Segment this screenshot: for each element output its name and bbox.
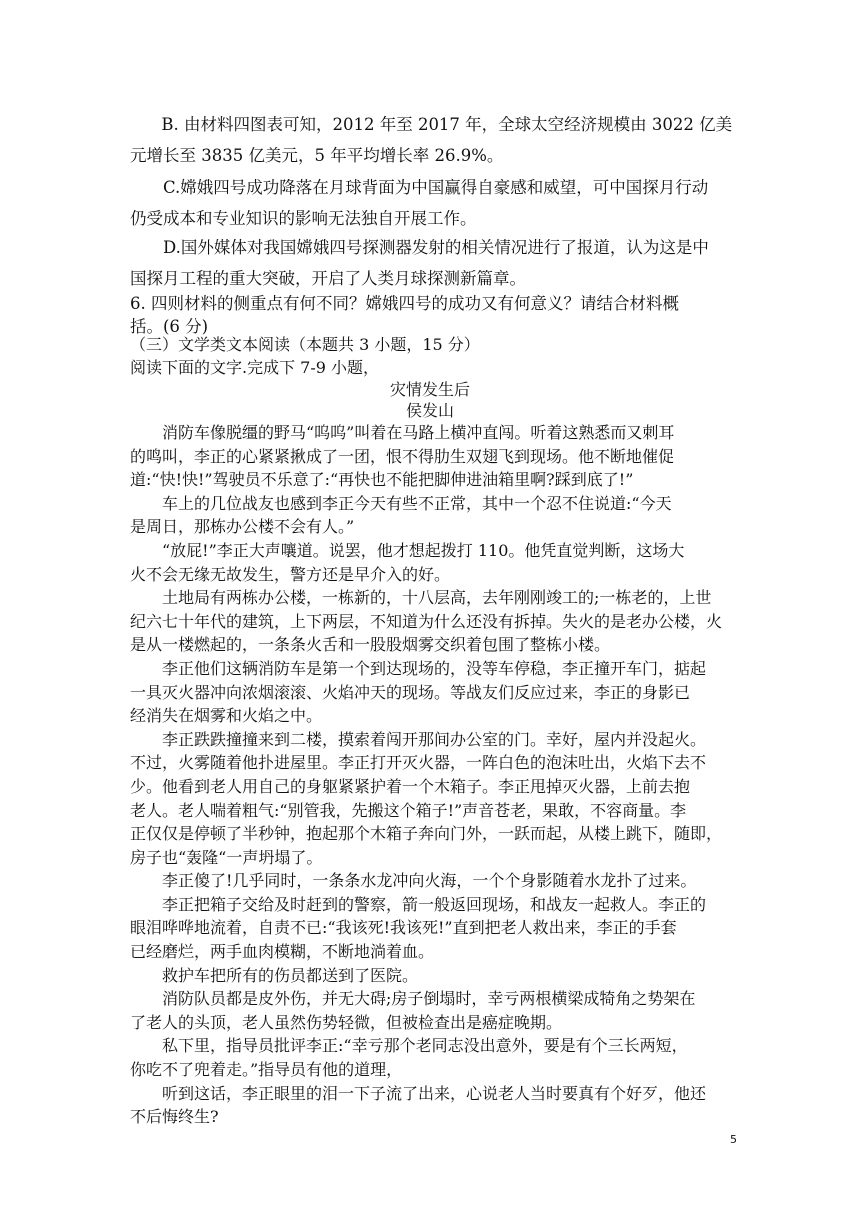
paragraph-line: 一具灭火器冲向浓烟滚滚、火焰冲天的现场。等战友们反应过来，李正的身影已 [130, 682, 691, 702]
paragraph-line: 的鸣叫，李正的心紧紧揪成了一团，恨不得肋生双翅飞到现场。他不断地催促 [130, 446, 675, 466]
paragraph-line: 车上的几位战友也感到李正今天有些不正常，其中一个忍不住说道:“今天 [162, 493, 672, 513]
paragraph-line: 道:“快!快!”驾驶员不乐意了:“再快也不能把脚伸进油箱里啊?踩到底了!” [130, 470, 634, 490]
question-6 [130, 292, 730, 338]
paragraph-line: 私下里，指导员批评李正:“幸亏那个老同志没出意外，要是有个三长两短， [162, 1036, 688, 1056]
paragraph [130, 987, 730, 1034]
option-c-line-1: C.嫦娥四号成功降落在月球背面为中国赢得自豪感和威望，可中国探月行动 [163, 178, 709, 197]
paragraph-line: 眼泪哗哗地流着，自责不已:“我该死!我该死!”直到把老人救出来，李正的手套 [130, 918, 677, 938]
paragraph-line: 土地局有两栋办公楼，一栋新的，十八层高，去年刚刚竣工的;一栋老的，上世 [162, 588, 712, 608]
paragraph-line: 纪六七十年代的建筑，上下两层，不知道为什么还没有拆掉。失火的是老办公楼，火 [130, 611, 723, 631]
paragraph-line: 已经磨烂，两手血肉模糊，不断地淌着血。 [130, 942, 435, 962]
story-author: 侯发山 [405, 401, 454, 420]
option-c-line-2: 仍受成本和专业知识的影响无法独自开展工作。 [130, 209, 477, 228]
paragraph [130, 586, 730, 657]
paragraph-line: 李正傻了!几乎同时，一条条水龙冲向火海，一个个身影随着水龙扑了过来。 [162, 871, 697, 891]
question-6-line-1: 6. 四则材料的侧重点有何不同？嫦娥四号的成功又有何意义？请结合材料概 [130, 294, 679, 313]
option-c [130, 172, 730, 234]
option-d [130, 232, 730, 294]
paragraph [130, 421, 730, 492]
option-b-line-2: 元增长至 3835 亿美元，5 年平均增长率 26.9%。 [130, 146, 504, 165]
paragraph-line: 火不会无缘无故发生，警方还是早介入的好。 [130, 564, 451, 584]
paragraph [130, 869, 730, 893]
reading-instruction: 阅读下面的文字.完成下 7-9 小题， [130, 358, 380, 377]
paragraph-line: 少。他看到老人用自己的身躯紧紧护着一个木箱子。李正甩掉灭火器，上前去抱 [130, 776, 691, 796]
paragraph-line: 李正把箱子交给及时赶到的警察，箭一般返回现场，和战友一起救人。李正的 [162, 894, 707, 914]
option-b-line-1: B. 由材料四图表可知，2012 年至 2017 年，全球太空经济规模由 3022 亿美 [161, 115, 733, 134]
paragraph-line: 老人。老人喘着粗气:“别管我，先搬这个箱子!”声音苍老，果敢，不容商量。李 [130, 800, 687, 820]
option-b [130, 109, 733, 171]
question-6-line-2: 括。(6 分) [130, 317, 209, 336]
paragraph-line: 了老人的头顶，老人虽然伤势轻微，但被检查出是癌症晚期。 [130, 1012, 563, 1032]
paragraph-line: 正仅仅是停顿了半秒钟，抱起那个木箱子奔向门外，一跃而起，从楼上跳下，随即， [130, 824, 723, 844]
paragraph-line: 李正他们这辆消防车是第一个到达现场的，没等车停稳，李正撞开车门，掂起 [162, 658, 707, 678]
paragraph-line: 李正跌跌撞撞来到二楼，摸索着闯开那间办公室的门。幸好，屋内并没起火。 [162, 729, 707, 749]
paragraph-line: 不后悔终生? [130, 1107, 219, 1127]
paragraph [130, 657, 730, 728]
paragraph [130, 492, 730, 539]
section-heading: （三）文学类文本阅读（本题共 3 小题，15 分） [130, 335, 480, 354]
option-d-line-2: 国探月工程的重大突破，开启了人类月球探测新篇章。 [130, 269, 526, 288]
paragraph-line: 听到这话，李正眼里的泪一下子流了出来，心说老人当时要真有个好歹，他还 [162, 1083, 707, 1103]
paragraph [130, 728, 730, 870]
paragraph [130, 1082, 730, 1129]
paragraph [130, 539, 730, 586]
paragraph [130, 893, 730, 964]
paragraph [130, 964, 730, 988]
paragraph-line: 你吃不了兜着走。”指导员有他的道理， [130, 1060, 403, 1080]
paragraph-line: 消防队员都是皮外伤，并无大碍;房子倒塌时，幸亏两根横梁成犄角之势架在 [162, 989, 696, 1009]
story-title: 灾情发生后 [389, 380, 470, 399]
paragraph-line: 消防车像脱缰的野马“呜呜”叫着在马路上横冲直闯。听着这熟悉而又刺耳 [162, 423, 675, 442]
paragraph-line: 是从一楼燃起的，一条条火舌和一股股烟雾交织着包围了整栋小楼。 [130, 635, 611, 655]
story-body [130, 421, 730, 1129]
paragraph-line: “放屁!”李正大声嚷道。说罢，他才想起拨打 110。他凭直觉判断，这场大 [162, 540, 685, 560]
paragraph-line: 房子也“轰隆“一声坍塌了。 [130, 847, 323, 867]
page-number: 5 [730, 1133, 737, 1146]
paragraph [130, 1034, 730, 1081]
paragraph-line: 救护车把所有的伤员都送到了医院。 [162, 965, 419, 985]
paragraph-line: 是周日，那栋办公楼不会有人。” [130, 517, 355, 537]
option-d-line-1: D.国外媒体对我国嫦娥四号探测器发射的相关情况进行了报道，认为这是中 [163, 238, 709, 257]
paragraph-line: 经消失在烟雾和火焰之中。 [130, 706, 323, 726]
paragraph-line: 不过，火雾随着他扑进屋里。李正打开灭火器，一阵白色的泡沫吐出，火焰下去不 [130, 753, 707, 773]
